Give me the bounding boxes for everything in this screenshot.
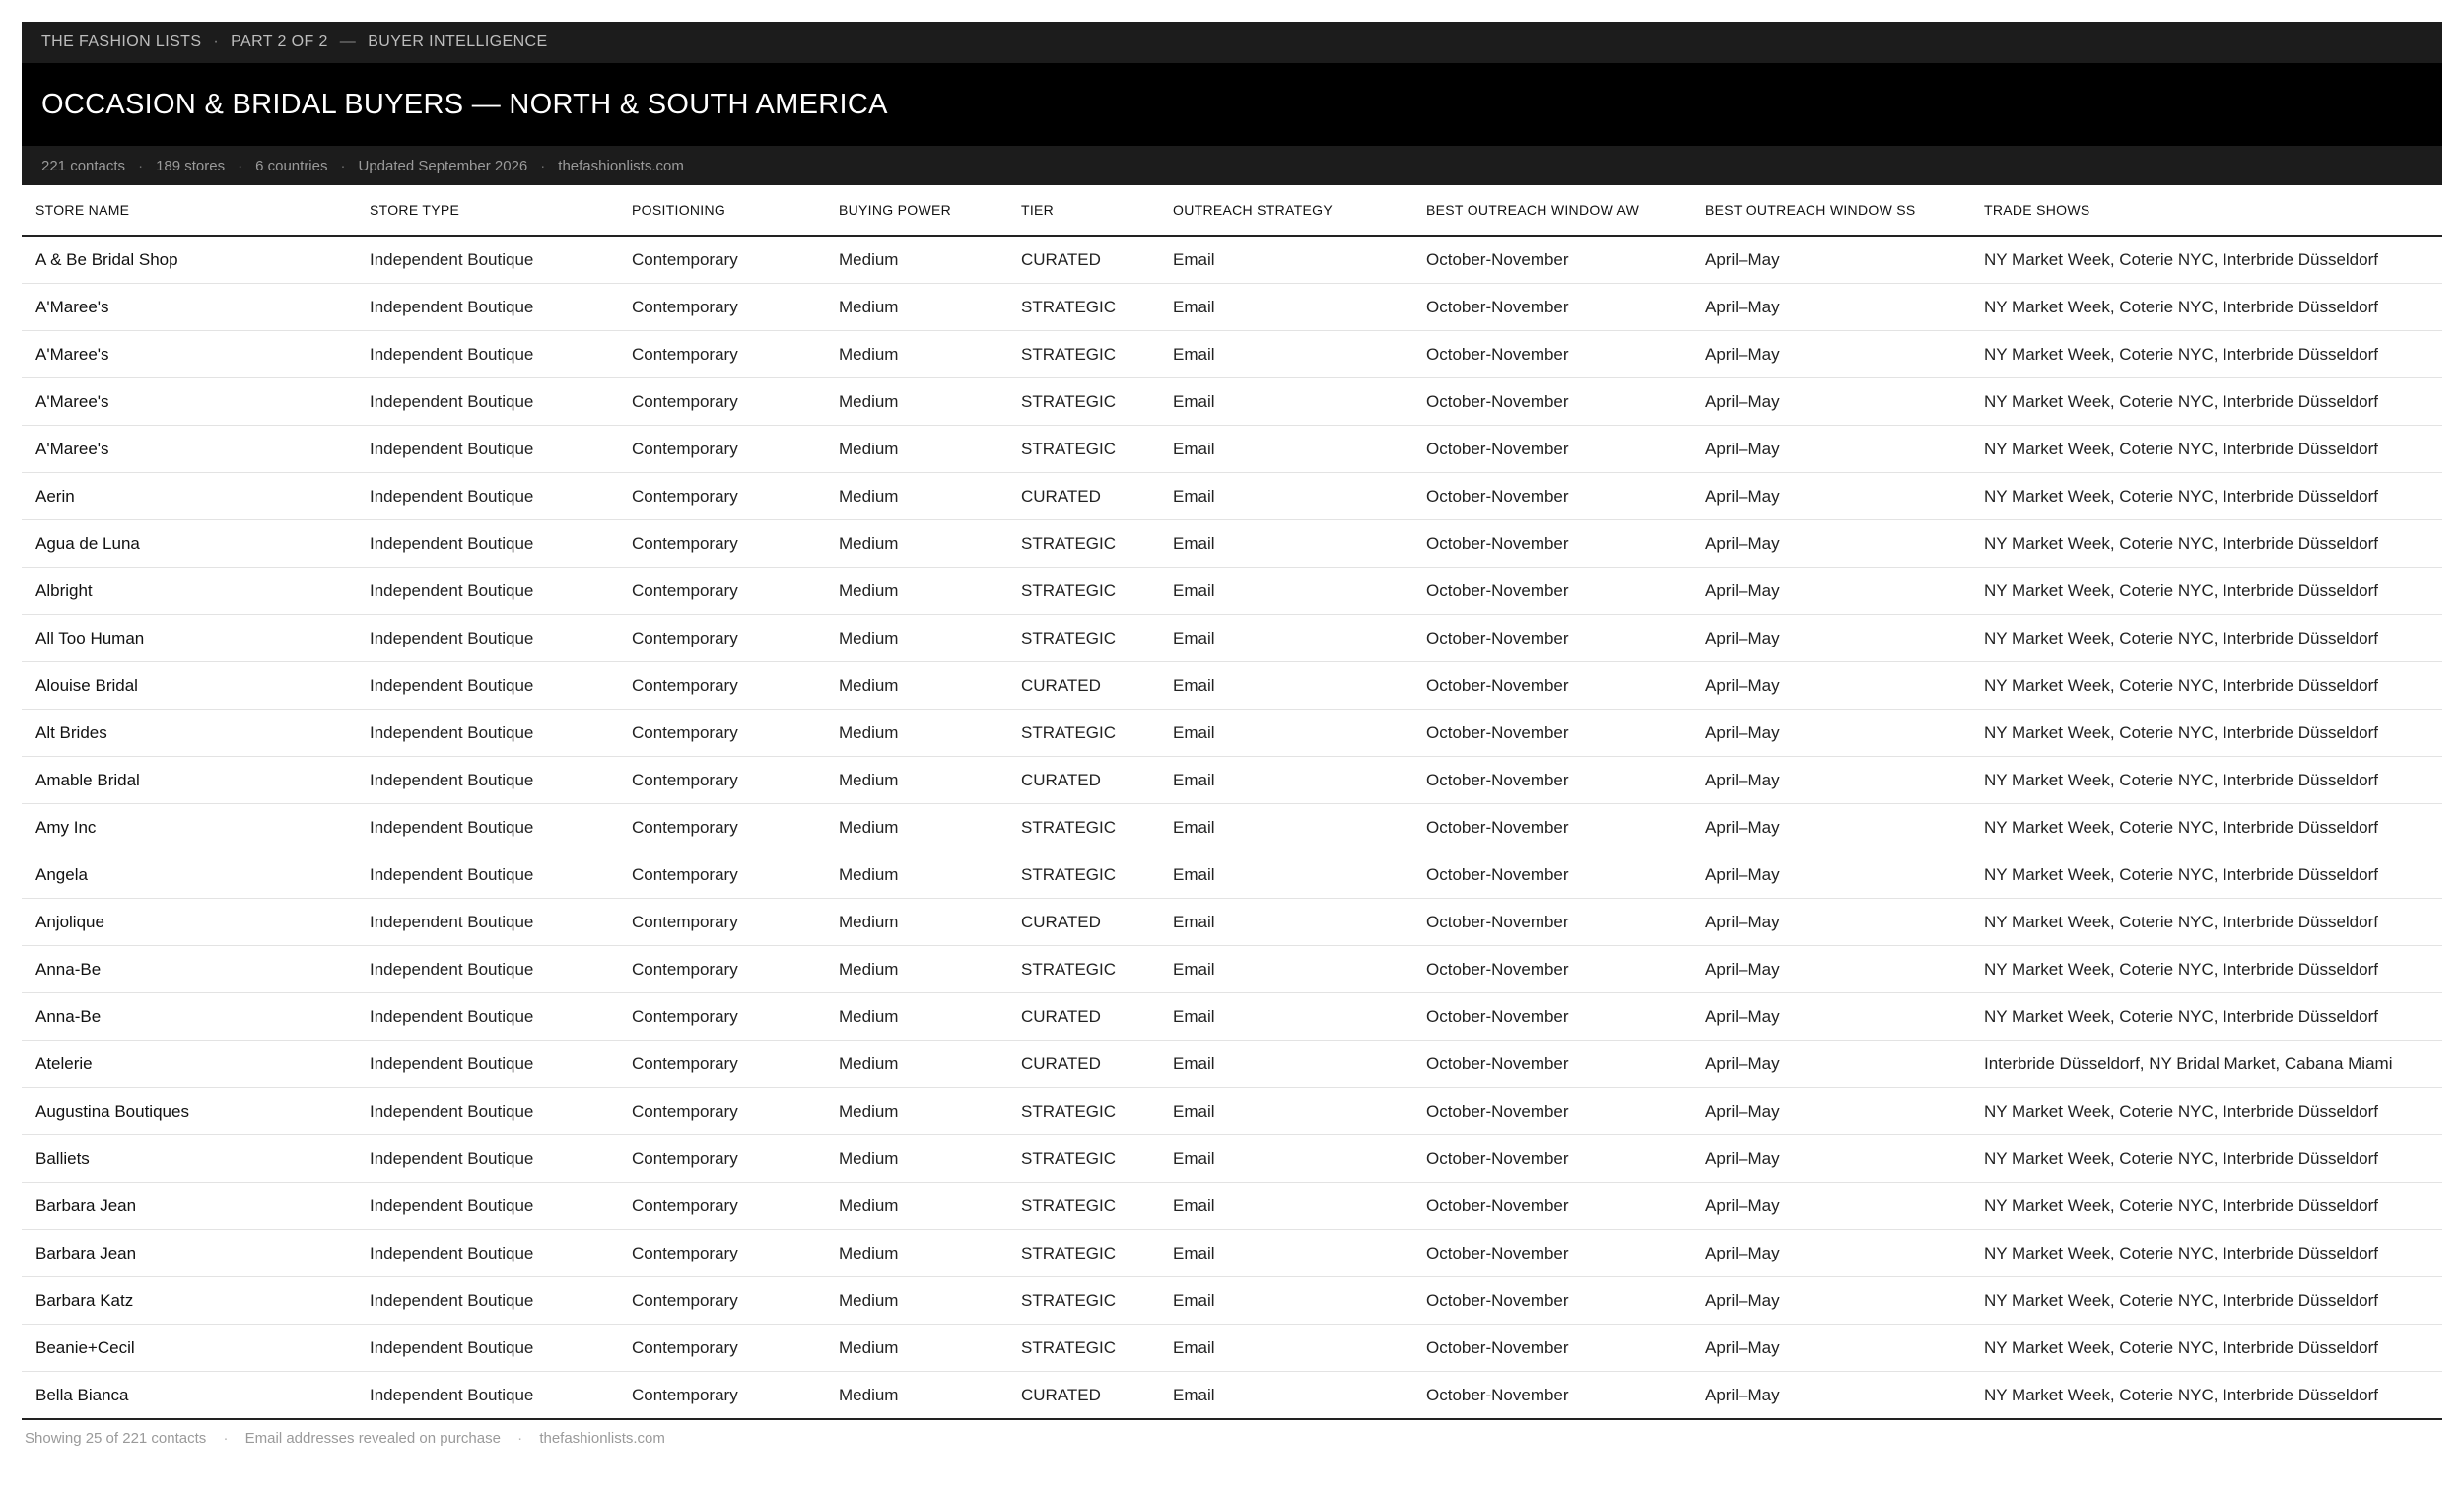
table-row[interactable]	[22, 331, 2442, 378]
tier-cell: CURATED	[1007, 236, 1159, 284]
footer-site-link[interactable]: thefashionlists.com	[539, 1430, 665, 1447]
outreach-strategy-cell: Email	[1159, 615, 1412, 662]
window-aw-cell: October-November	[1412, 1041, 1691, 1088]
table-row[interactable]	[22, 1325, 2442, 1372]
footer-separator: ·	[517, 1430, 523, 1447]
table-row[interactable]	[22, 946, 2442, 993]
outreach-strategy-cell: Email	[1159, 378, 1412, 426]
store-name-cell: Albright	[22, 568, 356, 615]
store-name-cell: Bella Bianca	[22, 1372, 356, 1420]
store-name-cell: Balliets	[22, 1135, 356, 1183]
table-row[interactable]	[22, 899, 2442, 946]
window-aw-cell: October-November	[1412, 993, 1691, 1041]
showing-count: Showing 25 of 221 contacts	[25, 1430, 207, 1447]
window-ss-cell: April–May	[1691, 1088, 1970, 1135]
store-type-cell: Independent Boutique	[356, 1088, 618, 1135]
tier-cell: CURATED	[1007, 1372, 1159, 1420]
positioning-cell: Contemporary	[618, 568, 825, 615]
trade-shows-cell: Interbride Düsseldorf, NY Bridal Market, Cabana Miami	[1970, 1041, 2442, 1088]
stores-count: 189 stores	[156, 157, 226, 174]
outreach-strategy-cell: Email	[1159, 284, 1412, 331]
tier-cell: STRATEGIC	[1007, 284, 1159, 331]
positioning-cell: Contemporary	[618, 1230, 825, 1277]
window-ss-cell: April–May	[1691, 899, 1970, 946]
buying-power-cell: Medium	[825, 1277, 1007, 1325]
footer-separator: ·	[223, 1430, 229, 1447]
store-name-cell: Barbara Jean	[22, 1183, 356, 1230]
table-row[interactable]	[22, 1372, 2442, 1420]
window-ss-cell: April–May	[1691, 946, 1970, 993]
store-type-cell: Independent Boutique	[356, 236, 618, 284]
positioning-cell: Contemporary	[618, 520, 825, 568]
tier-cell: STRATEGIC	[1007, 804, 1159, 851]
outreach-strategy-cell: Email	[1159, 1230, 1412, 1277]
outreach-strategy-cell: Email	[1159, 1088, 1412, 1135]
tier-cell: STRATEGIC	[1007, 1325, 1159, 1372]
window-aw-cell: October-November	[1412, 1372, 1691, 1420]
table-row[interactable]	[22, 1183, 2442, 1230]
buying-power-cell: Medium	[825, 993, 1007, 1041]
meta-separator: ·	[340, 157, 346, 174]
outreach-strategy-cell: Email	[1159, 1325, 1412, 1372]
buying-power-cell: Medium	[825, 946, 1007, 993]
buying-power-cell: Medium	[825, 331, 1007, 378]
table-row[interactable]	[22, 520, 2442, 568]
window-ss-cell: April–May	[1691, 568, 1970, 615]
separator-dot: ·	[213, 34, 220, 50]
table-row[interactable]	[22, 378, 2442, 426]
positioning-cell: Contemporary	[618, 804, 825, 851]
store-type-cell: Independent Boutique	[356, 851, 618, 899]
outreach-strategy-cell: Email	[1159, 851, 1412, 899]
updated-date: Updated September 2026	[358, 157, 528, 174]
positioning-cell: Contemporary	[618, 1277, 825, 1325]
store-name-cell: Anna-Be	[22, 993, 356, 1041]
trade-shows-cell: NY Market Week, Coterie NYC, Interbride Düsseldorf	[1970, 757, 2442, 804]
table-row[interactable]	[22, 1041, 2442, 1088]
window-aw-cell: October-November	[1412, 615, 1691, 662]
window-ss-cell: April–May	[1691, 331, 1970, 378]
positioning-cell: Contemporary	[618, 473, 825, 520]
table-row[interactable]	[22, 473, 2442, 520]
outreach-strategy-cell: Email	[1159, 331, 1412, 378]
store-type-cell: Independent Boutique	[356, 520, 618, 568]
outreach-strategy-cell: Email	[1159, 1041, 1412, 1088]
table-row[interactable]	[22, 568, 2442, 615]
positioning-cell: Contemporary	[618, 378, 825, 426]
tier-cell: STRATEGIC	[1007, 1183, 1159, 1230]
top-bar	[22, 22, 2442, 63]
table-row[interactable]	[22, 1135, 2442, 1183]
positioning-cell: Contemporary	[618, 284, 825, 331]
window-ss-cell: April–May	[1691, 236, 1970, 284]
store-name-cell: Angela	[22, 851, 356, 899]
trade-shows-cell: NY Market Week, Coterie NYC, Interbride Düsseldorf	[1970, 899, 2442, 946]
window-aw-cell: October-November	[1412, 1088, 1691, 1135]
table-row[interactable]	[22, 804, 2442, 851]
outreach-strategy-cell: Email	[1159, 520, 1412, 568]
buying-power-cell: Medium	[825, 520, 1007, 568]
outreach-strategy-cell: Email	[1159, 662, 1412, 710]
column-header-positioning: POSITIONING	[618, 185, 825, 236]
buying-power-cell: Medium	[825, 1230, 1007, 1277]
store-name-cell: Aerin	[22, 473, 356, 520]
window-aw-cell: October-November	[1412, 851, 1691, 899]
tier-cell: STRATEGIC	[1007, 520, 1159, 568]
window-ss-cell: April–May	[1691, 284, 1970, 331]
store-type-cell: Independent Boutique	[356, 993, 618, 1041]
tier-cell: STRATEGIC	[1007, 1088, 1159, 1135]
tier-cell: CURATED	[1007, 473, 1159, 520]
window-aw-cell: October-November	[1412, 568, 1691, 615]
column-header-store-type: STORE TYPE	[356, 185, 618, 236]
store-type-cell: Independent Boutique	[356, 710, 618, 757]
store-name-cell: Anna-Be	[22, 946, 356, 993]
meta-separator: ·	[238, 157, 243, 174]
store-name-cell: Amy Inc	[22, 804, 356, 851]
buying-power-cell: Medium	[825, 710, 1007, 757]
store-type-cell: Independent Boutique	[356, 426, 618, 473]
window-aw-cell: October-November	[1412, 1135, 1691, 1183]
tier-cell: STRATEGIC	[1007, 1230, 1159, 1277]
outreach-strategy-cell: Email	[1159, 473, 1412, 520]
meta-separator: ·	[138, 157, 144, 174]
buying-power-cell: Medium	[825, 757, 1007, 804]
window-ss-cell: April–May	[1691, 1041, 1970, 1088]
tier-cell: STRATEGIC	[1007, 426, 1159, 473]
window-ss-cell: April–May	[1691, 851, 1970, 899]
trade-shows-cell: NY Market Week, Coterie NYC, Interbride Düsseldorf	[1970, 1183, 2442, 1230]
trade-shows-cell: NY Market Week, Coterie NYC, Interbride Düsseldorf	[1970, 378, 2442, 426]
store-type-cell: Independent Boutique	[356, 1325, 618, 1372]
separator-dash: —	[339, 34, 357, 50]
store-type-cell: Independent Boutique	[356, 568, 618, 615]
tier-cell: STRATEGIC	[1007, 1277, 1159, 1325]
buying-power-cell: Medium	[825, 1135, 1007, 1183]
buying-power-cell: Medium	[825, 804, 1007, 851]
window-ss-cell: April–May	[1691, 1277, 1970, 1325]
buying-power-cell: Medium	[825, 426, 1007, 473]
table-body	[22, 236, 2442, 1419]
buying-power-cell: Medium	[825, 662, 1007, 710]
table-header-row	[22, 185, 2442, 236]
tier-cell: STRATEGIC	[1007, 615, 1159, 662]
window-aw-cell: October-November	[1412, 1183, 1691, 1230]
countries-count: 6 countries	[255, 157, 328, 174]
window-ss-cell: April–May	[1691, 757, 1970, 804]
brand-label: THE FASHION LISTS	[41, 34, 202, 50]
trade-shows-cell: NY Market Week, Coterie NYC, Interbride Düsseldorf	[1970, 615, 2442, 662]
buying-power-cell: Medium	[825, 284, 1007, 331]
window-aw-cell: October-November	[1412, 331, 1691, 378]
column-header-window-aw: BEST OUTREACH WINDOW AW	[1412, 185, 1691, 236]
window-aw-cell: October-November	[1412, 1325, 1691, 1372]
buying-power-cell: Medium	[825, 851, 1007, 899]
window-ss-cell: April–May	[1691, 1183, 1970, 1230]
store-name-cell: Agua de Luna	[22, 520, 356, 568]
window-aw-cell: October-November	[1412, 899, 1691, 946]
contacts-count: 221 contacts	[41, 157, 126, 174]
column-header-trade-shows: TRADE SHOWS	[1970, 185, 2442, 236]
outreach-strategy-cell: Email	[1159, 946, 1412, 993]
window-aw-cell: October-November	[1412, 378, 1691, 426]
outreach-strategy-cell: Email	[1159, 993, 1412, 1041]
column-header-buying-power: BUYING POWER	[825, 185, 1007, 236]
store-type-cell: Independent Boutique	[356, 1135, 618, 1183]
store-name-cell: Augustina Boutiques	[22, 1088, 356, 1135]
positioning-cell: Contemporary	[618, 426, 825, 473]
window-ss-cell: April–May	[1691, 1372, 1970, 1420]
store-type-cell: Independent Boutique	[356, 615, 618, 662]
store-type-cell: Independent Boutique	[356, 1183, 618, 1230]
outreach-strategy-cell: Email	[1159, 757, 1412, 804]
window-aw-cell: October-November	[1412, 284, 1691, 331]
positioning-cell: Contemporary	[618, 1183, 825, 1230]
store-name-cell: Anjolique	[22, 899, 356, 946]
trade-shows-cell: NY Market Week, Coterie NYC, Interbride Düsseldorf	[1970, 284, 2442, 331]
store-type-cell: Independent Boutique	[356, 284, 618, 331]
outreach-strategy-cell: Email	[1159, 899, 1412, 946]
store-name-cell: A'Maree's	[22, 331, 356, 378]
trade-shows-cell: NY Market Week, Coterie NYC, Interbride Düsseldorf	[1970, 993, 2442, 1041]
window-aw-cell: October-November	[1412, 662, 1691, 710]
buying-power-cell: Medium	[825, 1088, 1007, 1135]
outreach-strategy-cell: Email	[1159, 1372, 1412, 1420]
trade-shows-cell: NY Market Week, Coterie NYC, Interbride Düsseldorf	[1970, 1230, 2442, 1277]
tier-cell: CURATED	[1007, 899, 1159, 946]
table-row[interactable]	[22, 1277, 2442, 1325]
window-aw-cell: October-November	[1412, 757, 1691, 804]
trade-shows-cell: NY Market Week, Coterie NYC, Interbride Düsseldorf	[1970, 946, 2442, 993]
positioning-cell: Contemporary	[618, 993, 825, 1041]
footer	[22, 1430, 2442, 1447]
window-ss-cell: April–May	[1691, 615, 1970, 662]
buying-power-cell: Medium	[825, 473, 1007, 520]
store-name-cell: A'Maree's	[22, 284, 356, 331]
outreach-strategy-cell: Email	[1159, 1135, 1412, 1183]
window-ss-cell: April–May	[1691, 1135, 1970, 1183]
positioning-cell: Contemporary	[618, 1041, 825, 1088]
column-header-window-ss: BEST OUTREACH WINDOW SS	[1691, 185, 1970, 236]
positioning-cell: Contemporary	[618, 946, 825, 993]
table-row[interactable]	[22, 1230, 2442, 1277]
store-type-cell: Independent Boutique	[356, 473, 618, 520]
positioning-cell: Contemporary	[618, 851, 825, 899]
trade-shows-cell: NY Market Week, Coterie NYC, Interbride Düsseldorf	[1970, 804, 2442, 851]
store-name-cell: All Too Human	[22, 615, 356, 662]
buying-power-cell: Medium	[825, 1041, 1007, 1088]
store-name-cell: A & Be Bridal Shop	[22, 236, 356, 284]
buying-power-cell: Medium	[825, 1183, 1007, 1230]
store-type-cell: Independent Boutique	[356, 1230, 618, 1277]
store-type-cell: Independent Boutique	[356, 899, 618, 946]
table-row[interactable]	[22, 236, 2442, 284]
store-name-cell: Atelerie	[22, 1041, 356, 1088]
window-ss-cell: April–May	[1691, 1230, 1970, 1277]
window-aw-cell: October-November	[1412, 426, 1691, 473]
buying-power-cell: Medium	[825, 236, 1007, 284]
meta-bar	[22, 146, 2442, 185]
table-row[interactable]	[22, 710, 2442, 757]
positioning-cell: Contemporary	[618, 662, 825, 710]
purchase-note: Email addresses revealed on purchase	[244, 1430, 501, 1447]
store-name-cell: A'Maree's	[22, 378, 356, 426]
positioning-cell: Contemporary	[618, 331, 825, 378]
store-type-cell: Independent Boutique	[356, 757, 618, 804]
store-name-cell: Beanie+Cecil	[22, 1325, 356, 1372]
buying-power-cell: Medium	[825, 378, 1007, 426]
store-type-cell: Independent Boutique	[356, 1277, 618, 1325]
tier-cell: STRATEGIC	[1007, 568, 1159, 615]
table-row[interactable]	[22, 426, 2442, 473]
table-row[interactable]	[22, 993, 2442, 1041]
trade-shows-cell: NY Market Week, Coterie NYC, Interbride Düsseldorf	[1970, 851, 2442, 899]
buying-power-cell: Medium	[825, 568, 1007, 615]
document-sheet	[22, 22, 2442, 1447]
window-aw-cell: October-November	[1412, 1277, 1691, 1325]
table-row[interactable]	[22, 851, 2442, 899]
positioning-cell: Contemporary	[618, 757, 825, 804]
store-name-cell: Alt Brides	[22, 710, 356, 757]
trade-shows-cell: NY Market Week, Coterie NYC, Interbride Düsseldorf	[1970, 331, 2442, 378]
store-name-cell: Alouise Bridal	[22, 662, 356, 710]
positioning-cell: Contemporary	[618, 899, 825, 946]
store-type-cell: Independent Boutique	[356, 662, 618, 710]
outreach-strategy-cell: Email	[1159, 1277, 1412, 1325]
page-title: OCCASION & BRIDAL BUYERS — NORTH & SOUTH AMERICA	[41, 88, 888, 120]
table-row[interactable]	[22, 615, 2442, 662]
tier-cell: STRATEGIC	[1007, 331, 1159, 378]
window-aw-cell: October-November	[1412, 804, 1691, 851]
store-type-cell: Independent Boutique	[356, 946, 618, 993]
positioning-cell: Contemporary	[618, 1135, 825, 1183]
outreach-strategy-cell: Email	[1159, 236, 1412, 284]
outreach-strategy-cell: Email	[1159, 426, 1412, 473]
store-type-cell: Independent Boutique	[356, 331, 618, 378]
positioning-cell: Contemporary	[618, 236, 825, 284]
positioning-cell: Contemporary	[618, 1325, 825, 1372]
buying-power-cell: Medium	[825, 1325, 1007, 1372]
window-ss-cell: April–May	[1691, 1325, 1970, 1372]
table-row[interactable]	[22, 284, 2442, 331]
tier-cell: STRATEGIC	[1007, 946, 1159, 993]
store-type-cell: Independent Boutique	[356, 804, 618, 851]
buying-power-cell: Medium	[825, 899, 1007, 946]
tier-cell: CURATED	[1007, 1041, 1159, 1088]
trade-shows-cell: NY Market Week, Coterie NYC, Interbride Düsseldorf	[1970, 662, 2442, 710]
positioning-cell: Contemporary	[618, 615, 825, 662]
store-name-cell: A'Maree's	[22, 426, 356, 473]
window-aw-cell: October-November	[1412, 710, 1691, 757]
trade-shows-cell: NY Market Week, Coterie NYC, Interbride Düsseldorf	[1970, 473, 2442, 520]
buying-power-cell: Medium	[825, 615, 1007, 662]
table-row[interactable]	[22, 1088, 2442, 1135]
store-name-cell: Barbara Jean	[22, 1230, 356, 1277]
store-name-cell: Amable Bridal	[22, 757, 356, 804]
site-link[interactable]: thefashionlists.com	[558, 157, 684, 174]
window-ss-cell: April–May	[1691, 993, 1970, 1041]
window-ss-cell: April–May	[1691, 520, 1970, 568]
window-ss-cell: April–May	[1691, 710, 1970, 757]
window-aw-cell: October-November	[1412, 946, 1691, 993]
trade-shows-cell: NY Market Week, Coterie NYC, Interbride Düsseldorf	[1970, 1135, 2442, 1183]
trade-shows-cell: NY Market Week, Coterie NYC, Interbride Düsseldorf	[1970, 1088, 2442, 1135]
title-bar	[22, 63, 2442, 146]
column-header-store-name: STORE NAME	[22, 185, 356, 236]
trade-shows-cell: NY Market Week, Coterie NYC, Interbride Düsseldorf	[1970, 1325, 2442, 1372]
positioning-cell: Contemporary	[618, 1372, 825, 1420]
store-type-cell: Independent Boutique	[356, 1372, 618, 1420]
window-ss-cell: April–May	[1691, 804, 1970, 851]
store-type-cell: Independent Boutique	[356, 1041, 618, 1088]
column-header-outreach-strategy: OUTREACH STRATEGY	[1159, 185, 1412, 236]
window-aw-cell: October-November	[1412, 520, 1691, 568]
tier-cell: CURATED	[1007, 993, 1159, 1041]
tier-cell: STRATEGIC	[1007, 378, 1159, 426]
outreach-strategy-cell: Email	[1159, 568, 1412, 615]
trade-shows-cell: NY Market Week, Coterie NYC, Interbride Düsseldorf	[1970, 710, 2442, 757]
positioning-cell: Contemporary	[618, 710, 825, 757]
part-label: PART 2 OF 2	[231, 34, 328, 50]
window-ss-cell: April–May	[1691, 426, 1970, 473]
window-aw-cell: October-November	[1412, 236, 1691, 284]
outreach-strategy-cell: Email	[1159, 1183, 1412, 1230]
table-row[interactable]	[22, 757, 2442, 804]
trade-shows-cell: NY Market Week, Coterie NYC, Interbride Düsseldorf	[1970, 1277, 2442, 1325]
outreach-strategy-cell: Email	[1159, 710, 1412, 757]
trade-shows-cell: NY Market Week, Coterie NYC, Interbride Düsseldorf	[1970, 520, 2442, 568]
window-aw-cell: October-November	[1412, 473, 1691, 520]
window-ss-cell: April–May	[1691, 378, 1970, 426]
outreach-strategy-cell: Email	[1159, 804, 1412, 851]
trade-shows-cell: NY Market Week, Coterie NYC, Interbride Düsseldorf	[1970, 426, 2442, 473]
store-type-cell: Independent Boutique	[356, 378, 618, 426]
positioning-cell: Contemporary	[618, 1088, 825, 1135]
window-ss-cell: April–May	[1691, 662, 1970, 710]
window-ss-cell: April–May	[1691, 473, 1970, 520]
store-name-cell: Barbara Katz	[22, 1277, 356, 1325]
trade-shows-cell: NY Market Week, Coterie NYC, Interbride Düsseldorf	[1970, 1372, 2442, 1420]
tier-cell: STRATEGIC	[1007, 1135, 1159, 1183]
meta-separator: ·	[540, 157, 546, 174]
tier-cell: CURATED	[1007, 757, 1159, 804]
buyers-table	[22, 185, 2442, 1420]
tier-cell: CURATED	[1007, 662, 1159, 710]
table-row[interactable]	[22, 662, 2442, 710]
tier-cell: STRATEGIC	[1007, 710, 1159, 757]
buying-power-cell: Medium	[825, 1372, 1007, 1420]
column-header-tier: TIER	[1007, 185, 1159, 236]
trade-shows-cell: NY Market Week, Coterie NYC, Interbride Düsseldorf	[1970, 568, 2442, 615]
window-aw-cell: October-November	[1412, 1230, 1691, 1277]
trade-shows-cell: NY Market Week, Coterie NYC, Interbride Düsseldorf	[1970, 236, 2442, 284]
section-label: BUYER INTELLIGENCE	[368, 34, 548, 50]
tier-cell: STRATEGIC	[1007, 851, 1159, 899]
